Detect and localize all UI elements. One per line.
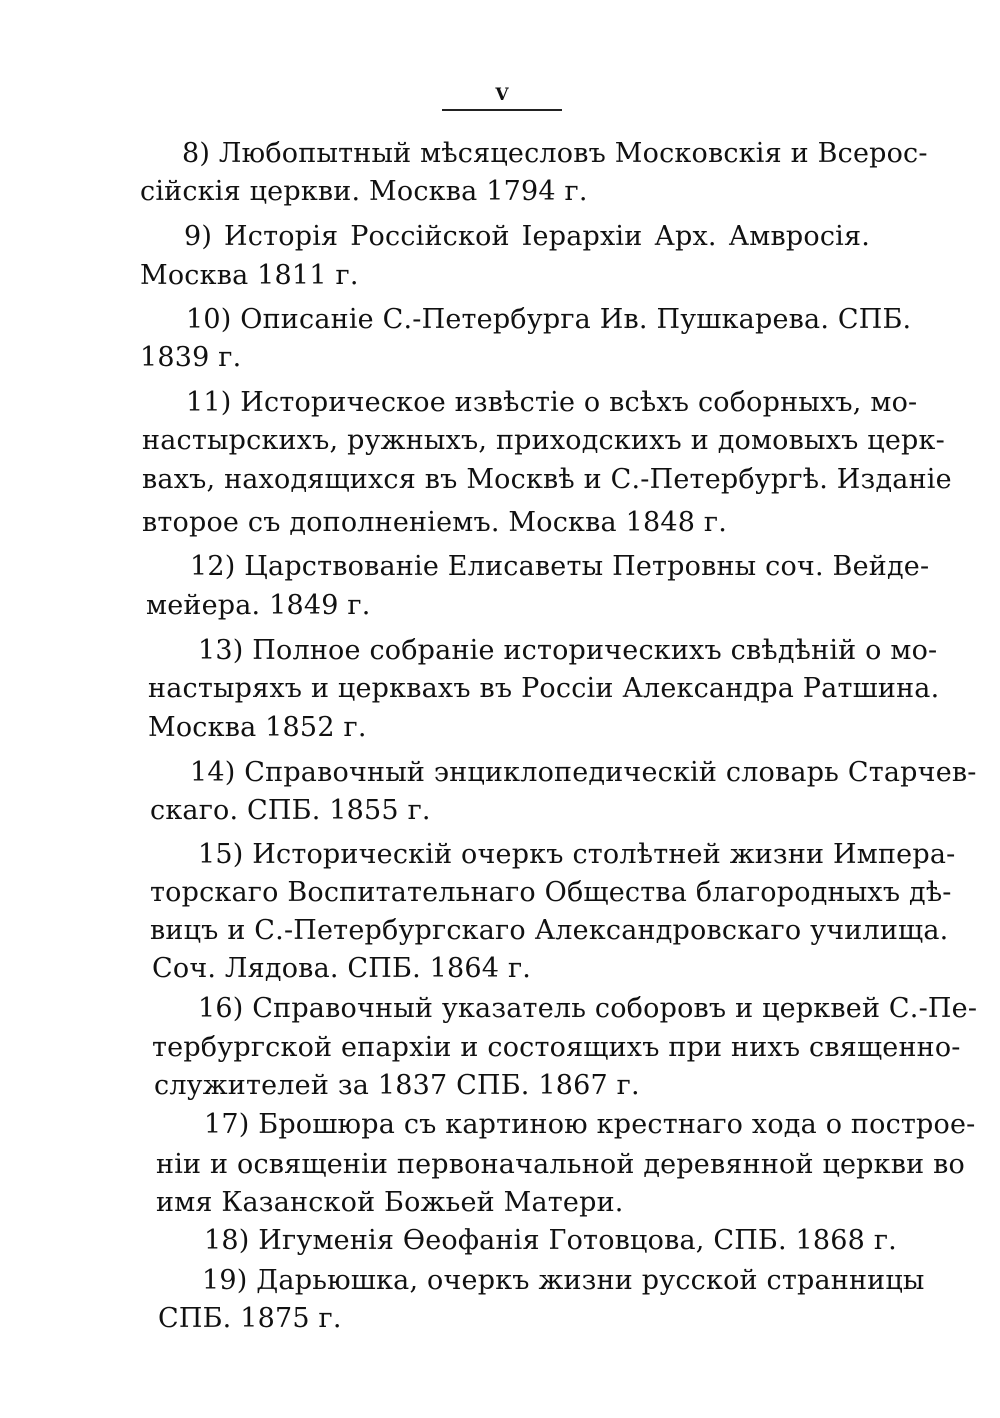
entry-line: СПБ. 1875 г.: [158, 1303, 342, 1334]
entry-line: Соч. Лядова. СПБ. 1864 г.: [152, 953, 532, 984]
entry-line: 16) Справочный указатель соборовъ и церквей С.-Пе-: [198, 993, 978, 1024]
entry-line: скаго. СПБ. 1855 г.: [150, 795, 431, 826]
entry-line: торскаго Воспитательнаго Общества благородныхъ дѣ-: [150, 877, 952, 908]
entry-line: Москва 1811 г.: [140, 260, 359, 291]
entry-line: 8) Любопытный мѣсяцесловъ Московскія и Всерос-: [182, 138, 928, 169]
entry-line: сійскія церкви. Москва 1794 г.: [140, 176, 588, 207]
page-number: V: [495, 85, 509, 105]
entry-line: 14) Справочный энциклопедическій словарь Старчев-: [190, 757, 977, 788]
entry-line: служителей за 1837 СПБ. 1867 г.: [154, 1070, 640, 1101]
entry-line: 15) Историческій очеркъ столѣтней жизни Импера-: [198, 839, 956, 870]
entry-line: 17) Брошюра съ картиною крестнаго хода о построе-: [204, 1109, 976, 1140]
entry-line: имя Казанской Божьей Матери.: [156, 1187, 624, 1218]
entry-line: тербургской епархіи и состоящихъ при нихъ священно-: [152, 1032, 961, 1063]
entry-line: вахъ, находящихся въ Москвѣ и С.-Петербургѣ. Изданіе: [142, 464, 952, 495]
entry-line: 11) Историческое извѣстіе о всѣхъ соборныхъ, мо-: [186, 387, 918, 418]
entry-line: Москва 1852 г.: [148, 712, 367, 743]
entry-line: 10) Описаніе С.-Петербурга Ив. Пушкарева. СПБ.: [186, 304, 912, 335]
entry-line: 13) Полное собраніе историческихъ свѣдѣній о мо-: [198, 635, 938, 666]
entry-line: настырскихъ, ружныхъ, приходскихъ и домовыхъ церк-: [142, 425, 945, 456]
entry-line: 12) Царствованіе Елисаветы Петровны соч. Вейде-: [190, 551, 930, 582]
header-rule: [442, 109, 562, 111]
entry-line: 1839 г.: [140, 342, 242, 373]
entry-line: настыряхъ и церквахъ въ Россіи Александра Ратшина.: [148, 673, 940, 704]
entry-line: 18) Игуменія Ѳеофанія Готовцова, СПБ. 1868 г.: [204, 1225, 897, 1256]
entry-line: 19) Дарьюшка, очеркъ жизни русской странницы: [202, 1265, 925, 1296]
entry-line: мейера. 1849 г.: [146, 590, 371, 621]
entry-line: второе съ дополненіемъ. Москва 1848 г.: [142, 507, 727, 538]
entry-line: вицъ и С.-Петербургскаго Александровскаго училища.: [150, 915, 949, 946]
entry-line: 9) Исторія Россійской Іерархіи Арх. Амвросія.: [184, 221, 870, 252]
entry-line: ніи и освященіи первоначальной деревянной церкви во: [156, 1149, 965, 1180]
